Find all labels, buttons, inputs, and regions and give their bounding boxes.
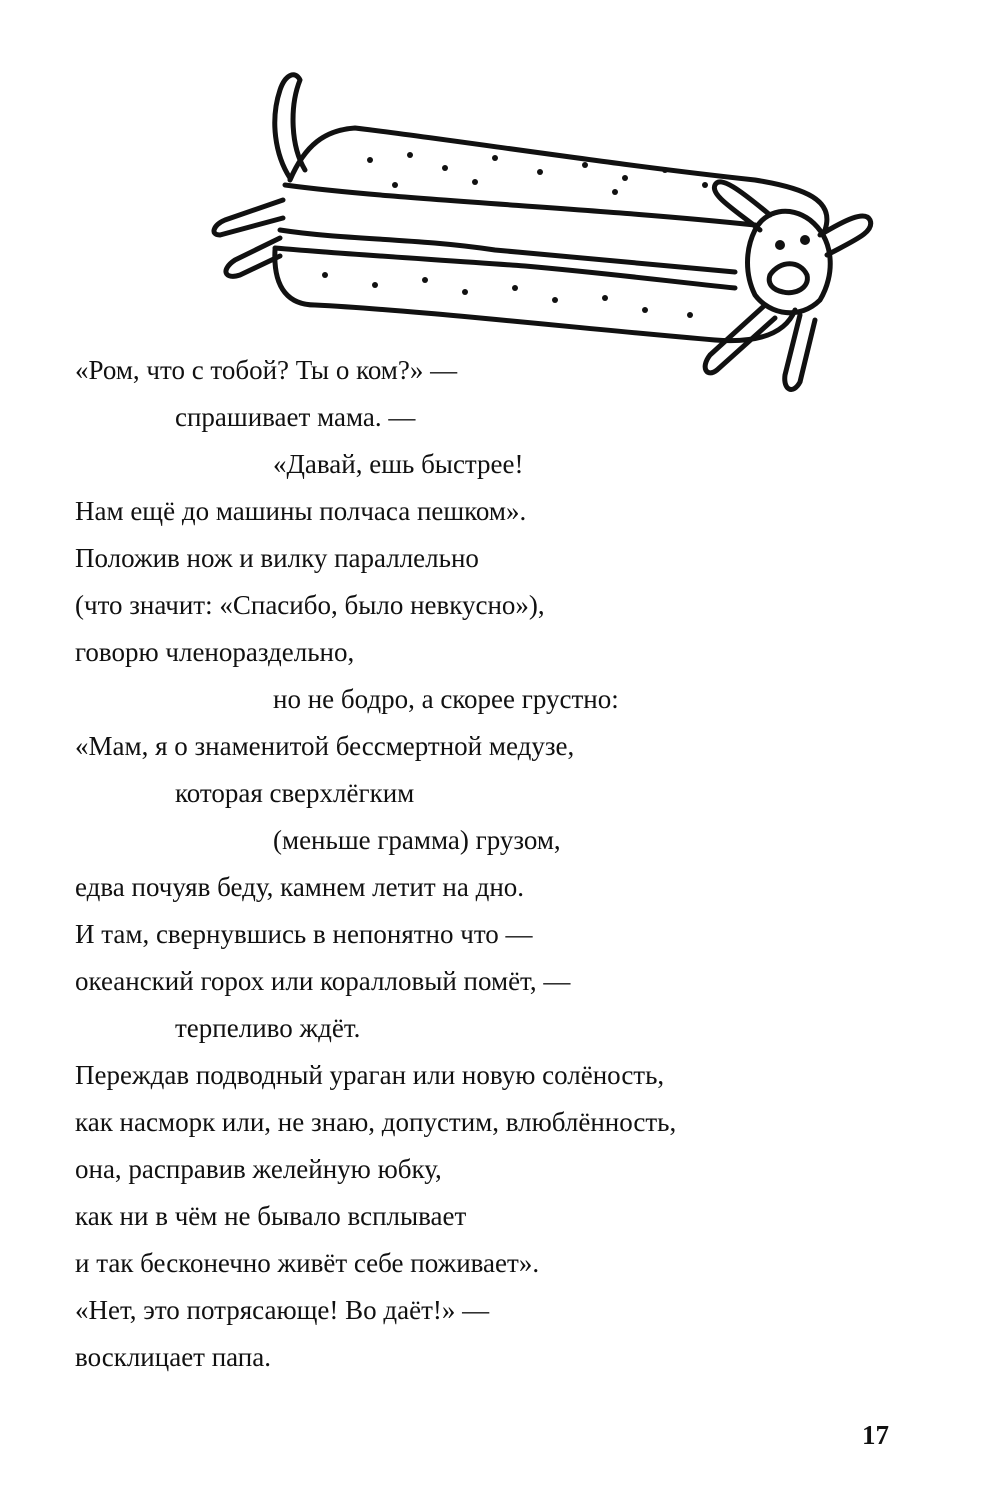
poem-line: восклицает папа. [75,1342,271,1372]
poem-line: спрашивает мама. — [175,402,416,432]
poem-line: «Нет, это потрясающе! Во даёт!» — [75,1295,490,1325]
poem-line: Нам ещё до машины полчаса пешком». [75,496,527,526]
poem-line: «Ром, что с тобой? Ты о ком?» — [75,355,458,385]
poem-line: Переждав подводный ураган или новую солёность, [75,1060,665,1090]
poem-line: как ни в чём не бывало всплывает [75,1201,467,1231]
poem-line: «Давай, ешь быстрее! [273,449,524,479]
poem-line: океанский горох или коралловый помёт, — [75,966,571,996]
poem-line: Положив нож и вилку параллельно [75,543,479,573]
poem-line: (что значит: «Спасибо, было невкусно»), [75,590,545,620]
poem-line: говорю членораздельно, [75,637,355,667]
poem-line: И там, свернувшись в непонятно что — [75,919,533,949]
poem-line: терпеливо ждёт. [175,1013,361,1043]
poem-line: «Мам, я о знаменитой бессмертной медузе, [75,731,575,761]
poem-line: но не бодро, а скорее грустно: [273,684,619,714]
poem-line: она, расправив желейную юбку, [75,1154,442,1184]
poem-line: и так бесконечно живёт себе поживает». [75,1248,540,1278]
poem-line: (меньше грамма) грузом, [273,825,561,855]
page-number: 17 [862,1420,889,1450]
poem-line: едва почуяв беду, камнем летит на дно. [75,872,525,902]
poem-line: которая сверхлёгким [175,778,415,808]
poem-line: как насморк или, не знаю, допустим, влюблённость, [75,1107,677,1137]
